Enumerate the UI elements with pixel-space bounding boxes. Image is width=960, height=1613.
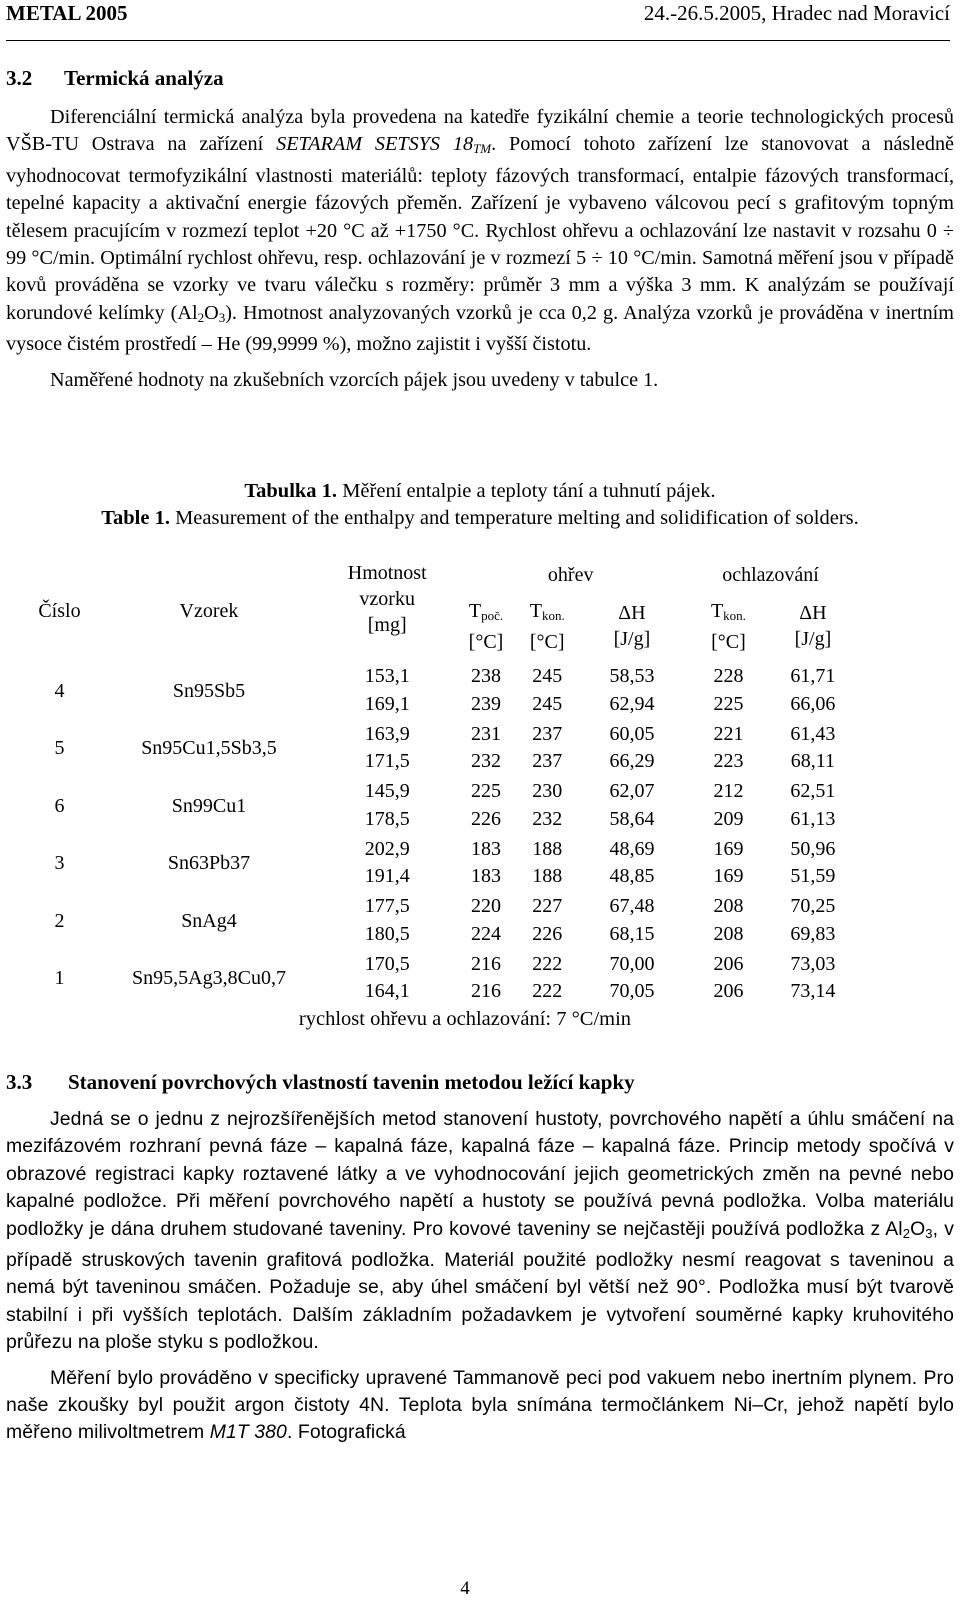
sample-name: Sn95Sb5: [172, 679, 246, 702]
t-poc-value: 220 224: [470, 895, 501, 945]
section-3-2-body: [6, 104, 954, 394]
t-kon-cooling-value: 212 209: [713, 780, 744, 830]
sample-name: SnAg4: [181, 909, 237, 932]
sample-number: 2: [54, 909, 65, 932]
dh-heating-value: 70,00 70,05: [609, 952, 655, 1003]
t-kon-cooling-value: 208 208: [713, 895, 744, 945]
dh-heating-value: 60,05 66,29: [609, 722, 655, 773]
header-t-kon-cooling: $T_{kon.}$ [°C]: [710, 599, 746, 653]
t-poc-value: 183 183: [470, 837, 501, 888]
mass-value: 170,5 164,1: [364, 952, 410, 1003]
sample-name: Sn95Cu1,5Sb3,5: [141, 737, 277, 760]
paragraph: Diferenciální termická analýza byla provedena na katedře fyzikální chemie a teorie technologických procesů VŠB-TU Ostrava na zařízení SETARAM SETSYS $18_{TM}$. Pomocí tohoto zařízení lze stanovovat a následně vyhodnocovat termofyzikální vlastnosti materiálů: teploty fázových transformací, entalpie fázových transformací, tepelné kapacity a aktivační energie fázových přeměn. Zařízení je vybaveno válcovou pecí s grafitovým topným tělesem pracujícím v rozmezí teplot +20 °C až +1750 °C. Rychlost ohřevu a ochlazování lze nastavit v rozsahu 0 ÷ 99 °C/min. Optimální rychlost ohřevu, resp. ochlazování je v rozmezí 5 ÷ 10 °C/min. Samotná měření jsou v případě kovů prováděna se vzorky ve tvaru válečku s rozměry: průměr 3 mm a výška 3 mm. K analýzám se používají korundové kelímky $(Al_2O_3)$. Hmotnost analyzovaných vzorků je cca 0,2 g. Analýza vzorků je prováděna v inertním vysoce čistém prostředí – He (99,9999 %), možno zajistit i vyšší čistotu.: [6, 106, 954, 356]
table-row: [20, 777, 855, 835]
header-dh-heating: ΔH [J/g]: [613, 602, 651, 650]
section-3-3-body: [6, 1106, 954, 1447]
header-ochlazovani: ochlazování: [722, 564, 819, 586]
t-kon-cooling-value: 221 223: [713, 722, 744, 773]
section-3-2-heading: [6, 66, 224, 91]
dh-cooling-value: 61,71 66,06: [790, 665, 836, 715]
mass-value: 145,9 178,5: [364, 780, 410, 830]
sample-number: 4: [54, 679, 65, 702]
t-poc-value: 225 226: [470, 780, 501, 830]
t-poc-value: 216 216: [470, 952, 501, 1003]
page-number: 4: [460, 1578, 470, 1599]
device-name: M1T 380: [209, 1421, 287, 1444]
conference-date-place: 24.-26.5.2005, Hradec nad Moravicí: [643, 1, 950, 25]
mass-value: 202,9 191,4: [364, 837, 410, 888]
header-cislo: Číslo: [38, 600, 81, 622]
dh-heating-value: 58,53 62,94: [609, 665, 655, 715]
table-caption-en: Table 1. Measurement of the enthalpy and temperature melting and solidification of solders.: [101, 507, 859, 529]
table-row: [20, 950, 855, 1008]
header-vzorek: Vzorek: [179, 600, 239, 622]
section-title: Stanovení povrchových vlastností tavenin metodou ležící kapky: [68, 1070, 635, 1094]
dh-heating-value: 67,48 68,15: [609, 895, 655, 945]
section-number: 3.2: [6, 66, 33, 90]
sample-number: 6: [54, 794, 65, 817]
section-3-3-heading: [6, 1070, 635, 1095]
mass-value: 153,1 169,1: [364, 665, 410, 715]
table-row: [20, 662, 855, 720]
table-footnote: rychlost ohřevu a ochlazování: 7 °C/min: [298, 1008, 632, 1030]
dh-cooling-value: 62,51 61,13: [790, 780, 836, 830]
dh-cooling-value: 70,25 69,83: [790, 895, 836, 945]
sample-number: 5: [54, 737, 65, 760]
t-kon-value: 230 232: [532, 780, 563, 830]
header-ohrev: ohřev: [547, 564, 594, 586]
t-poc-value: 238 239: [470, 665, 501, 715]
dh-cooling-value: 73,03 73,14: [790, 952, 836, 1003]
t-kon-value: 245 245: [532, 665, 563, 715]
sample-name: Sn63Pb37: [167, 852, 251, 875]
t-kon-cooling-value: 169 169: [713, 837, 744, 888]
t-kon-cooling-value: 206 206: [713, 952, 744, 1003]
sample-name: Sn99Cu1: [171, 794, 247, 817]
header-t-kon: $T_{kon.}$ [°C]: [529, 599, 565, 653]
section-title: Termická analýza: [64, 66, 224, 90]
sample-number: 1: [54, 967, 65, 990]
t-poc-value: 231 232: [470, 722, 501, 773]
t-kon-value: 222 222: [532, 952, 563, 1003]
paragraph: Naměřené hodnoty na zkušebních vzorcích pájek jsou uvedeny v tabulce 1.: [50, 368, 659, 391]
table-row: [20, 835, 855, 893]
header-dh-cooling: ΔH [J/g]: [794, 602, 832, 650]
sample-number: 3: [54, 852, 65, 875]
paragraph: Měření bylo prováděno v specificky upravené Tammanově peci pod vakuem nebo inertním plynem. Pro naše zkoušky byl použit argon čistoty 4N. Teplota byla snímána termočlánkem Ni–Cr, jehož napětí bylo měřeno milivoltmetrem M1T 380. Fotografická: [6, 1366, 954, 1444]
dh-cooling-value: 61,43 68,11: [790, 722, 836, 773]
measurement-table: [20, 560, 855, 1007]
paragraph: Jedná se o jednu z nejrozšířenějších metod stanovení hustoty, povrchového napětí a úhlu smáčení na mezifázovém rozhraní pevná fáze – kapalná fáze, kapalná fáze – kapalná fáze. Princip metody spočívá v obrazové registraci kapky roztavené látky a ve vyhodnocování jejich geometrických změn na pevné nebo kapalné podložce. Při měření povrchového napětí a hustoty se používá pevná podložka. Volba materiálu podložky je dána druhem studované taveniny. Pro kovové taveniny se nejčastěji používá podložka z $Al_2O_3$, v případě struskových tavenin grafitová podložka. Materiál použité podložky nesmí reagovat s taveninou a nemá být taveninou smáčen. Požaduje se, aby úhel smáčení byl větší než 90°. Podložka musí být tvarově stabilní i při vyšších teplotách. Dalším základním požadavkem je vytvoření souměrné kapky kruhovitého průřezu na ploše styku s podložkou.: [6, 1108, 954, 1354]
running-header: [6, 0, 950, 41]
section-number: 3.3: [6, 1070, 33, 1094]
header-t-poc: $T_{poč.}$ [°C]: [468, 599, 504, 653]
sample-name: Sn95,5Ag3,8Cu0,7: [132, 967, 286, 990]
dh-heating-value: 48,69 48,85: [609, 837, 655, 888]
mass-value: 163,9 171,5: [364, 722, 410, 773]
t-kon-value: 227 226: [532, 895, 563, 945]
device-name: SETARAM SETSYS 18: [276, 133, 474, 156]
t-kon-value: 237 237: [532, 722, 563, 773]
table-caption-cz: Tabulka 1. Měření entalpie a teploty tání a tuhnutí pájek.: [244, 480, 716, 502]
mass-value: 177,5 180,5: [364, 895, 410, 945]
t-kon-value: 188 188: [532, 837, 563, 888]
table-row: [20, 720, 855, 778]
table-row: [20, 892, 855, 950]
dh-heating-value: 62,07 58,64: [609, 780, 655, 830]
dh-cooling-value: 50,96 51,59: [790, 837, 836, 888]
header-hmotnost: Hmotnost vzorku [mg]: [347, 562, 427, 636]
t-kon-cooling-value: 228 225: [713, 665, 744, 715]
conference-name: METAL 2005: [6, 1, 128, 25]
